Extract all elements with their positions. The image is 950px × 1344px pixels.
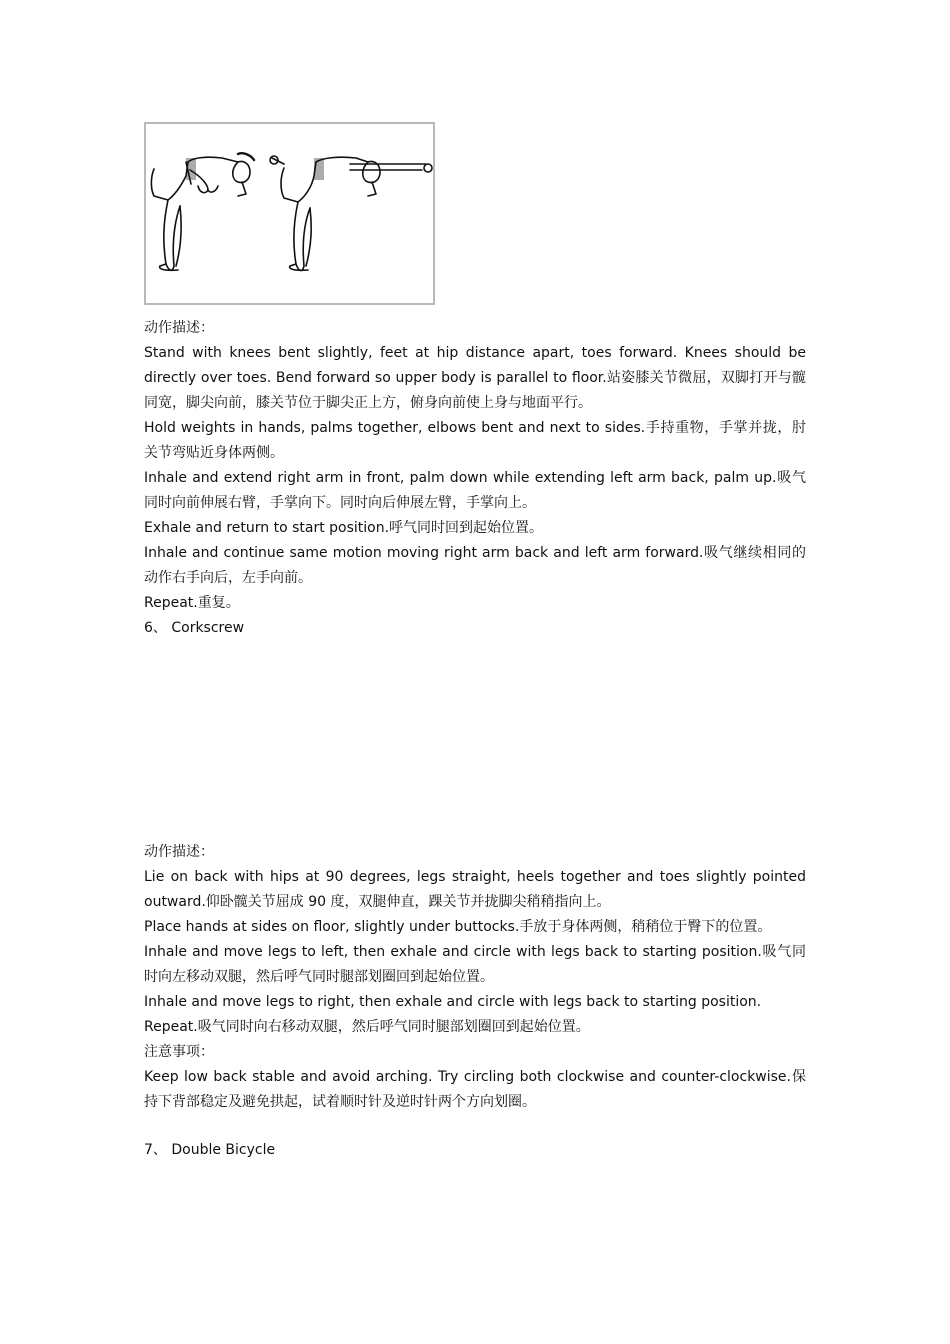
section-title-corkscrew: 6、 Corkscrew [144, 620, 245, 636]
figure-left [151, 153, 254, 270]
paragraph: Inhale and continue same motion moving right arm back and left arm forward.吸气继续相同的动作右手向后，左手向前。 [144, 545, 806, 586]
paragraph: Inhale and move legs to right, then exhale and circle with legs back to starting position. [144, 994, 762, 1010]
paragraph: Lie on back with hips at 90 degrees, legs straight, heels together and toes slightly pointed outward.仰卧髋关节屈成 90 度，双腿伸直，踝关节并拢脚尖稍稍指向上。 [144, 869, 806, 910]
figure-right [272, 157, 432, 270]
paragraph: Inhale and move legs to left, then exhale and circle with legs back to starting position.吸气同时向左移动双腿，然后呼气同时腿部划圈回到起始位置。 [144, 944, 806, 985]
section-heading: 动作描述： [144, 320, 214, 336]
section-5-description [144, 316, 806, 641]
paragraph: Stand with knees bent slightly, feet at hip distance apart, toes forward. Knees should be directly over toes. Bend forward so upper body is parallel to floor.站姿膝关节微屈，双脚打开与髋同宽，脚尖向前，膝关节位于脚尖正上方，俯身向前使上身与地面平行。 [144, 345, 806, 411]
paragraph: Repeat.吸气同时向右移动双腿，然后呼气同时腿部划圈回到起始位置。 [144, 1019, 590, 1035]
paragraph: Repeat.重复。 [144, 595, 240, 611]
paragraph: Keep low back stable and avoid arching. Try circling both clockwise and counter-clockwise.保持下背部稳定及避免拱起，试着顺时针及逆时针两个方向划圈。 [144, 1069, 806, 1110]
section-6-description [144, 840, 806, 1115]
paragraph: Place hands at sides on floor, slightly under buttocks.手放于身体两侧，稍稍位于臀下的位置。 [144, 919, 772, 935]
section-heading: 动作描述： [144, 844, 214, 860]
notes-heading: 注意事项： [144, 1044, 214, 1060]
section-title-double-bicycle: 7、 Double Bicycle [144, 1142, 276, 1158]
paragraph: Exhale and return to start position.呼气同时回到起始位置。 [144, 520, 544, 536]
exercise-illustration [144, 122, 435, 305]
paragraph: Hold weights in hands, palms together, elbows bent and next to sides.手持重物，手掌并拢，肘关节弯贴近身体两侧。 [144, 420, 806, 461]
bent-over-row-figures [146, 124, 433, 303]
paragraph: Inhale and extend right arm in front, palm down while extending left arm back, palm up.吸气同时向前伸展右臂，手掌向下。同时向后伸展左臂，手掌向上。 [144, 470, 806, 511]
